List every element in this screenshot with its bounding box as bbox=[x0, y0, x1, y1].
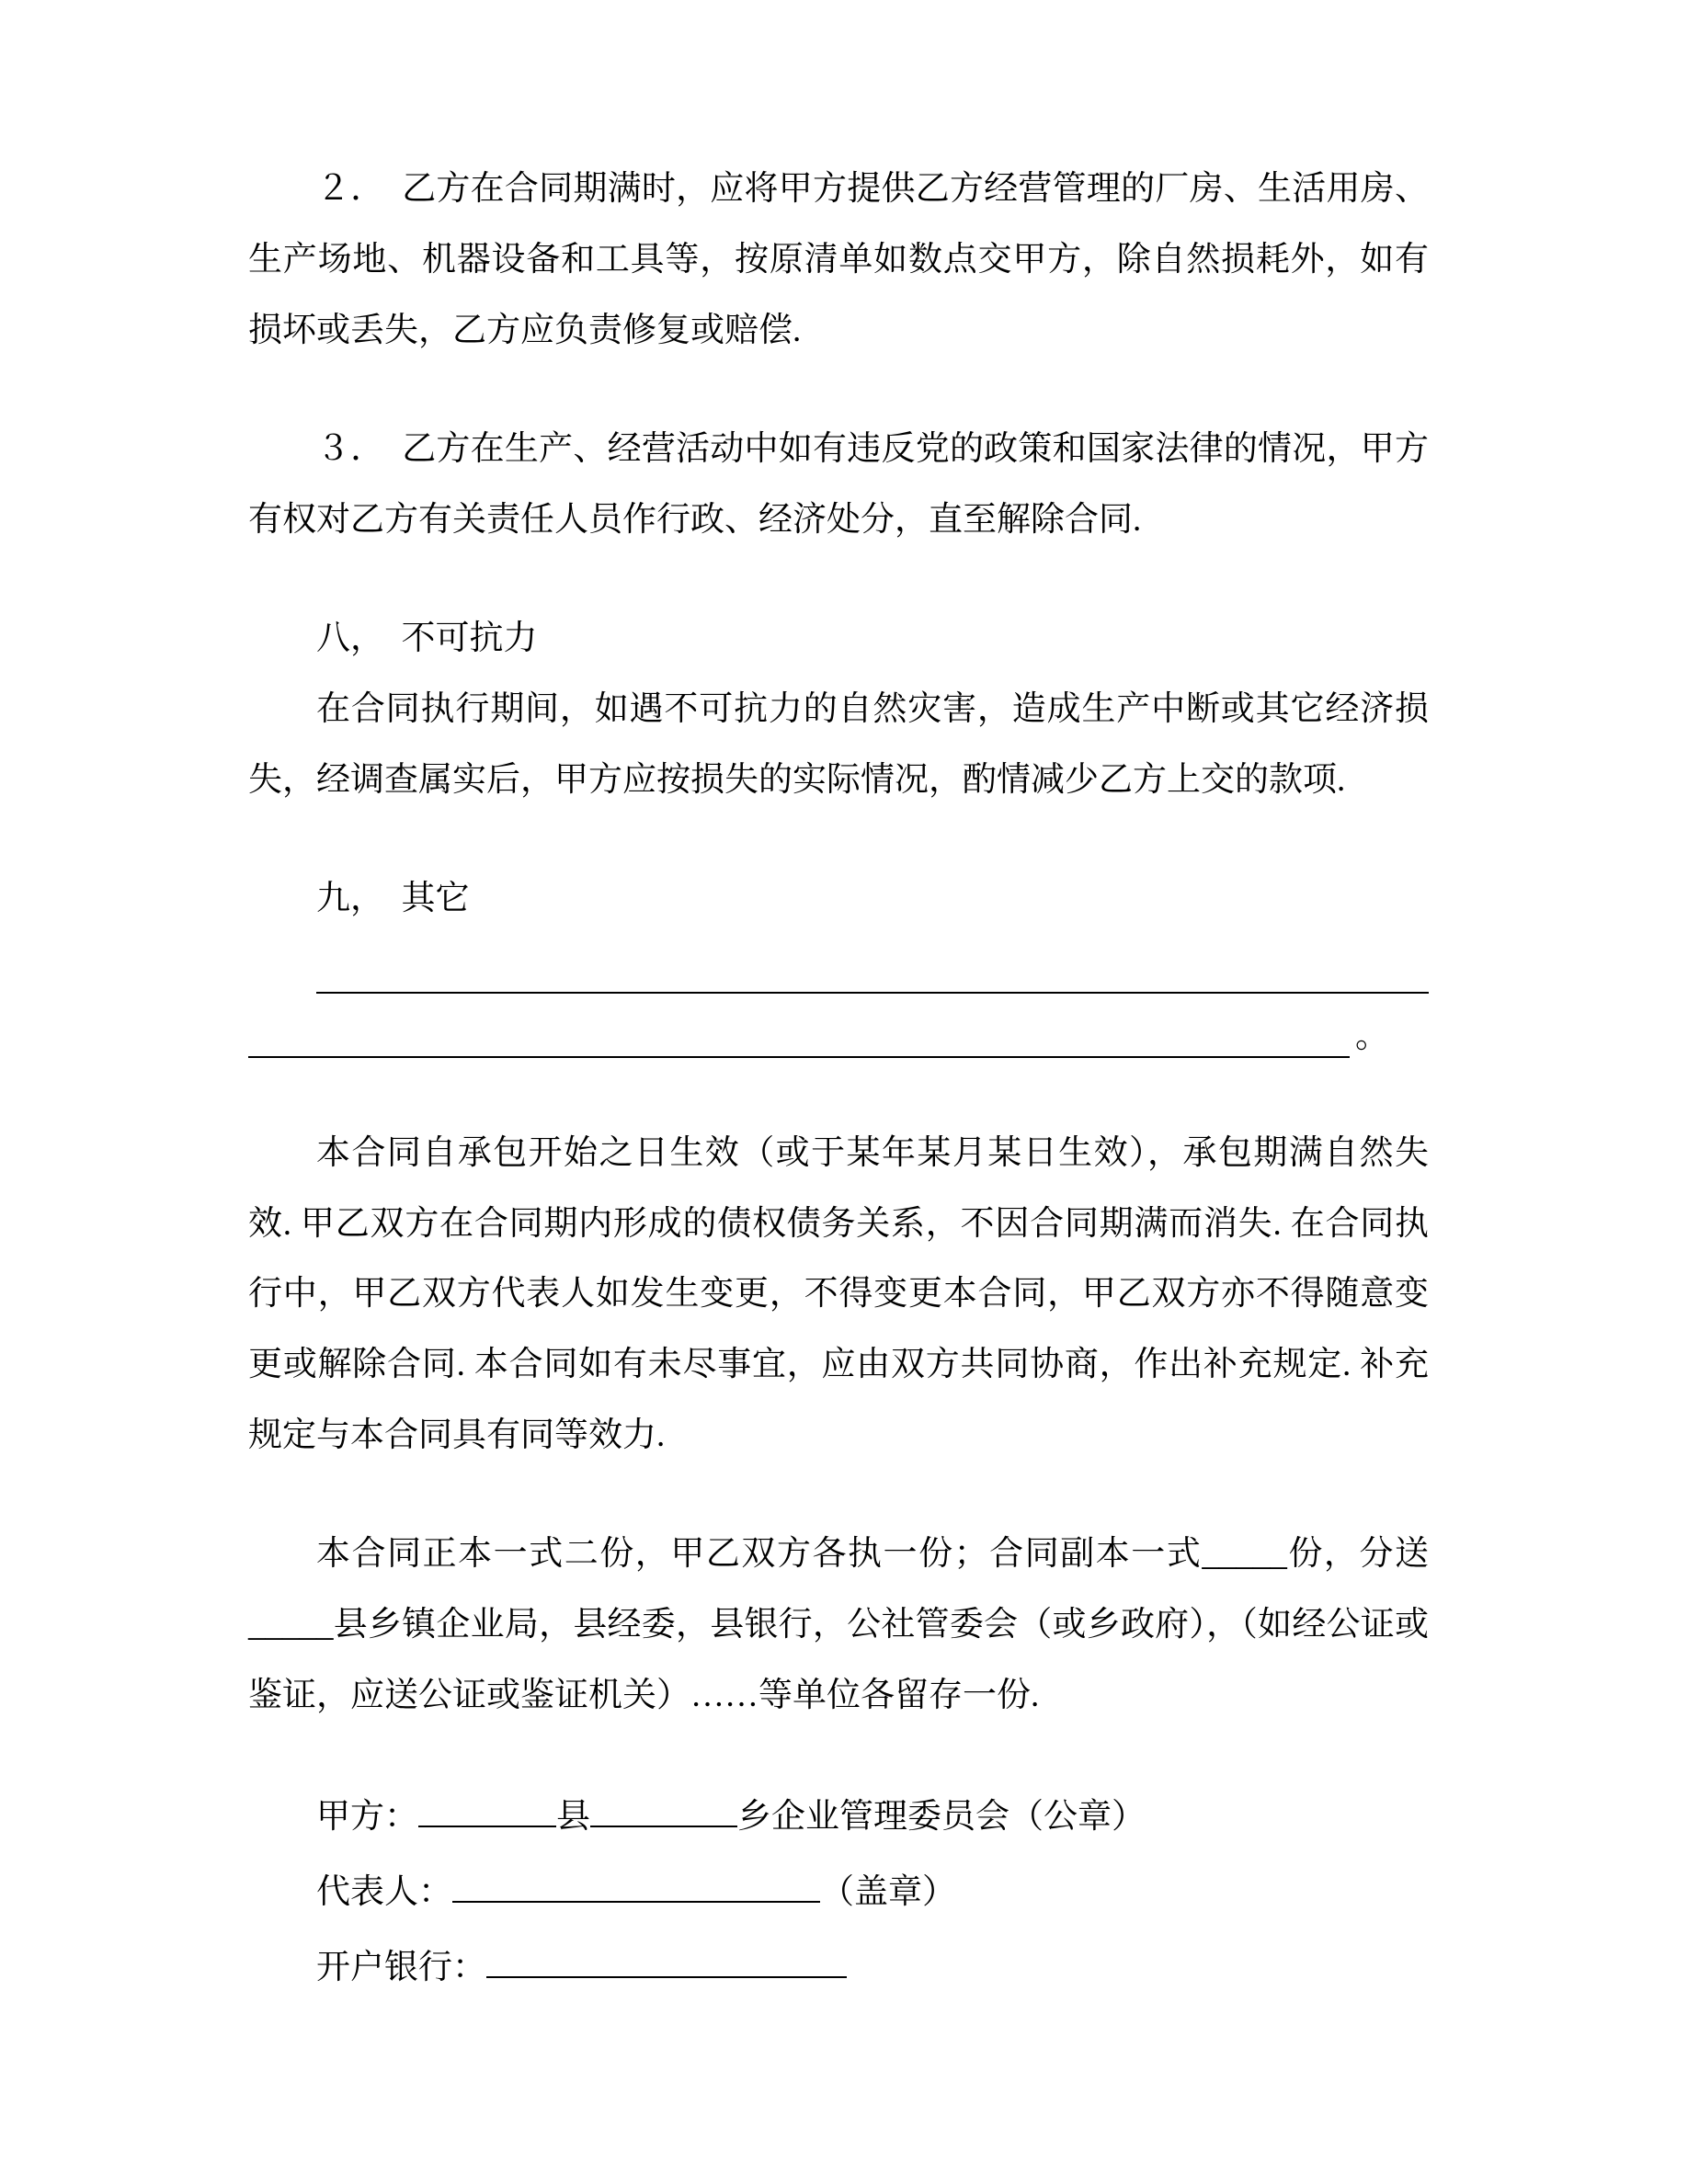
party-a-label: 甲方： bbox=[316, 1798, 418, 1837]
bank-line bbox=[316, 1930, 1429, 2006]
signature-block bbox=[316, 1780, 1429, 2006]
party-a-line bbox=[316, 1780, 1429, 1855]
section-8-body: 在合同执行期间，如遇不可抗力的自然灾害，造成生产中断或其它经济损失，经调查属实后，甲方应按损失的实际情况，酌情减少乙方上交的款项. bbox=[248, 689, 1429, 799]
representative-label: 代表人： bbox=[316, 1873, 452, 1912]
bank-label: 开户银行： bbox=[316, 1949, 486, 1987]
party-a-county-suffix: 县 bbox=[556, 1798, 590, 1837]
party-a-org-suffix: 乡企业管理委员会（公章） bbox=[737, 1798, 1146, 1837]
effectiveness-paragraph: 本合同自承包开始之日生效（或于某年某月某日生效），承包期满自然失效. 甲乙双方在合同期内形成的债权债务关系，不因合同期满而消失. 在合同执行中，甲乙双方代表人如发生变更，不得变更本合同，甲乙双方亦不得随意变更或解除合同. 本合同如有未尽事宜，应由双方共同协商，作出补充规定. 补充规定与本合同具有同等效力. bbox=[248, 1133, 1429, 1455]
clause-3-paragraph: ３． 乙方在生产、经营活动中如有违反党的政策和国家法律的情况，甲方有权对乙方有关责任人员作行政、经济处分，直至解除合同. bbox=[248, 429, 1429, 539]
clause-2-paragraph: ２． 乙方在合同期满时，应将甲方提供乙方经营管理的厂房、生活用房、生产场地、机器设备和工具等，按原清单如数点交甲方，除自然损耗外，如有损坏或丢失，乙方应负责修复或赔偿. bbox=[248, 170, 1429, 349]
representative-line bbox=[316, 1855, 1429, 1930]
section-9-heading: 九， 其它 bbox=[316, 879, 470, 917]
party-a-county-blank bbox=[418, 1793, 556, 1827]
rule-end-period: 。 bbox=[1355, 1018, 1389, 1056]
fill-in-rule-row-2 bbox=[248, 994, 1429, 1058]
fill-in-rule-line-2 bbox=[248, 992, 1350, 1058]
fill-in-rule-line-1 bbox=[316, 935, 1429, 994]
copies-distribution-paragraph: 本合同正本一式二份，甲乙双方各执一份；合同副本一式_____份，分送_____县乡镇企业局，县经委，县银行，公社管委会（或乡政府），（如经公证或鉴证，应送公证或鉴证机关）……等单位各留存一份. bbox=[248, 1535, 1429, 1715]
representative-name-blank bbox=[452, 1869, 820, 1903]
section-8-heading: 八， 不可抗力 bbox=[316, 619, 538, 657]
bank-name-blank bbox=[486, 1944, 847, 1978]
representative-seal-suffix: （盖章） bbox=[820, 1873, 956, 1912]
party-a-township-blank bbox=[590, 1793, 737, 1827]
